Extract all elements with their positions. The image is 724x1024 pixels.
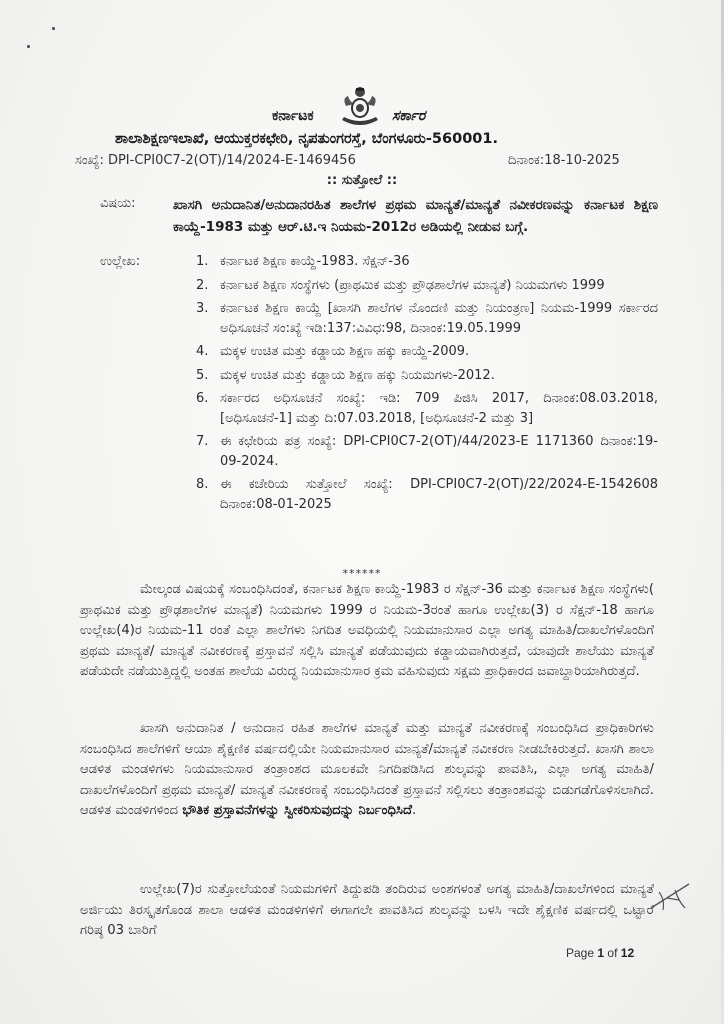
reference-text: ಕರ್ನಾಟಕ ಶಿಕ್ಷಣ ಕಾಯ್ದೆ [ಖಾಸಗಿ ಶಾಲೆಗಳ ನೊಂದಣಿ ಮತ್ತು ನಿಯಂತ್ರಣ] ನಿಯಮ-1999 ಸರ್ಕಾರದ ಅಧಿಸೂಚನೆ ಸಂ:ಖ್ಯೆ ಇಡಿ:137:ವಿವಿಧ:98, ದಿನಾಂಕ:19.05.1999	[220, 301, 658, 336]
reference-item	[196, 475, 658, 514]
department-address: ಶಾಲಾಶಿಕ್ಷಣಇಲಾಖೆ, ಆಯುಕ್ತರಕಛೇರಿ, ನೃಪತುಂಗರಸ್ತೆ, ಬೆಂಗಳೂರು-560001.	[115, 131, 498, 147]
reference-text: ಈ ಕಚೇರಿಯ ಸುತ್ತೋಲೆ ಸಂಖ್ಯೆ: DPI-CPI0C7-2(OT)/22/2024-E-1542608 ದಿನಾಂಕ:08-01-2025	[220, 477, 658, 512]
reference-number-label: 7.	[196, 434, 209, 449]
reference-text: ಕರ್ನಾಟಕ ಶಿಕ್ಷಣ ಕಾಯ್ದೆ-1983. ಸೆಕ್ಷನ್-36	[220, 254, 410, 269]
body-paragraph-3: ಉಲ್ಲೇಖ(7)ರ ಸುತ್ತೋಲೆಯಂತೆ ನಿಯಮಗಳಿಗೆ ತಿದ್ದುಪಡಿ ತಂದಿರುವ ಅಂಶಗಳಂತೆ ಅಗತ್ಯ ಮಾಹಿತಿ/ದಾಖಲೆಗಳಿಂದ ಮಾನ್ಯತೆ ಅರ್ಜಿಯು ತಿರಸ್ಕೃತಗೊಂಡ ಶಾಲಾ ಆಡಳಿತ ಮಂಡಳಿಗಳಿಗೆ ಈಗಾಗಲೇ ಪಾವತಿಸಿದ ಶುಲ್ಕವನ್ನು ಬಳಸಿ ಇದೇ ಶೈಕ್ಷಣಿಕ ವರ್ಷದಲ್ಲಿ ಒಟ್ಟಾರೆ ಗರಿಷ್ಠ 03 ಬಾರಿಗೆ	[80, 882, 654, 938]
paragraph-2-end: .	[412, 803, 417, 818]
reference-item	[196, 276, 658, 296]
total-pages: 12	[620, 946, 635, 960]
government-name-right: ಸರ್ಕಾರ	[392, 108, 426, 124]
reference-text: ಕರ್ನಾಟಕ ಶಿಕ್ಷಣ ಸಂಸ್ಥೆಗಳು (ಪ್ರಾಥಮಿಕ ಮತ್ತು ಪ್ರೌಢಶಾಲೆಗಳ ಮಾನ್ಯತೆ) ನಿಯಮಗಳು 1999	[220, 277, 605, 293]
reference-number-label: 4.	[196, 344, 209, 359]
body-paragraph-1: ಮೇಲ್ಕಂಡ ವಿಷಯಕ್ಕೆ ಸಂಬಂಧಿಸಿದಂತೆ, ಕರ್ನಾಟಕ ಶಿಕ್ಷಣ ಕಾಯ್ದೆ-1983 ರ ಸೆಕ್ಷನ್-36 ಮತ್ತು ಕರ್ನಾಟಕ ಶಿಕ್ಷಣ ಸಂಸ್ಥೆಗಳು( ಪ್ರಾಥಮಿಕ ಮತ್ತು ಪ್ರೌಢಶಾಲೆಗಳ ಮಾನ್ಯತೆ) ನಿಯಮಗಳು 1999 ರ ನಿಯಮ-3ರಂತೆ ಹಾಗೂ ಉಲ್ಲೇಖ(3) ರ ಸೆಕ್ಷನ್-18 ಹಾಗೂ ಉಲ್ಲೇಖ(4)ರ ನಿಯಮ-11 ರಂತೆ ಎಲ್ಲಾ ಶಾಲೆಗಳು ನಿಗದಿತ ಅವಧಿಯಲ್ಲಿ ನಿಯಮಾನುಸಾರ ಎಲ್ಲಾ ಅಗತ್ಯ ಮಾಹಿತಿ/ದಾಖಲೆಗಳೊಂದಿಗೆ ಪ್ರಥಮ ಮಾನ್ಯತೆ/ ಮಾನ್ಯತೆ ನವೀಕರಣಕ್ಕೆ ಪ್ರಸ್ತಾವನೆ ಸಲ್ಲಿಸಿ ಮಾನ್ಯತೆ ಪಡೆಯುವುದು ಕಡ್ಡಾಯವಾಗಿರುತ್ತದೆ, ಯಾವುದೇ ಶಾಲೆಯು ಮಾನ್ಯತೆ ಪಡೆಯದೇ ನಡೆಯುತ್ತಿದ್ದಲ್ಲಿ ಅಂತಹ ಶಾಲೆಯ ವಿರುದ್ಧ ನಿಯಮಾನುಸಾರ ಕ್ರಮ ವಹಿಸುವುದು ಸಕ್ಷಮ ಪ್ರಾಧಿಕಾರದ ಜವಾಬ್ದಾರಿಯಾಗಿರುತ್ತದೆ.	[80, 582, 654, 679]
page-number	[566, 946, 634, 960]
subject-label: ವಿಷಯ:	[100, 196, 136, 211]
reference-item	[196, 366, 658, 386]
reference-item	[196, 299, 658, 338]
reference-item	[196, 389, 658, 428]
body-paragraph-2	[80, 719, 654, 822]
scan-speck	[52, 27, 55, 30]
government-name-left: ಕರ್ನಾಟಕ	[272, 108, 314, 124]
reference-text: ಈ ಕಛೇರಿಯ ಪತ್ರ ಸಂಖ್ಯೆ: DPI-CPI0C7-2(OT)/44/2023-E 1171360 ದಿನಾಂಕ:19-09-2024.	[220, 434, 658, 469]
reference-text: ಮಕ್ಕಳ ಉಚಿತ ಮತ್ತು ಕಡ್ಡಾಯ ಶಿಕ್ಷಣ ಹಕ್ಕು ಕಾಯ್ದೆ-2009.	[220, 344, 470, 359]
paragraph-2-emphasis: ಭೌತಿಕ ಪ್ರಸ್ತಾವನೆಗಳನ್ನು ಸ್ವೀಕರಿಸುವುದನ್ನು ನಿರ್ಬಂಧಿಸಿದೆ	[182, 803, 413, 818]
current-page: 1	[597, 946, 605, 960]
reference-number: ಸಂಖ್ಯೆ: DPI-CPI0C7-2(OT)/14/2024-E-1469456	[75, 153, 356, 168]
section-separator: ******	[342, 567, 382, 580]
reference-number-label: 6.	[196, 391, 209, 406]
scan-speck	[27, 45, 30, 48]
references-list	[196, 252, 658, 518]
reference-item	[196, 432, 658, 471]
government-emblem-icon	[338, 84, 382, 128]
reference-item	[196, 252, 658, 272]
document-date: ದಿನಾಂಕ:18-10-2025	[508, 153, 620, 168]
paragraph-2-text: ಖಾಸಗಿ ಅನುದಾನಿತ / ಅನುದಾನ ರಹಿತ ಶಾಲೆಗಳ ಮಾನ್ಯತೆ ಮತ್ತು ಮಾನ್ಯತೆ ನವೀಕರಣಕ್ಕೆ ಸಂಬಂಧಿಸಿದ ಪ್ರಾಧಿಕಾರಿಗಳು ಸಂಬಂಧಿಸಿದ ಶಾಲೆಗಳಿಗೆ ಆಯಾ ಶೈಕ್ಷಣಿಕ ವರ್ಷದಲ್ಲಿಯೇ ನಿಯಮಾನುಸಾರ ಮಾನ್ಯತೆ/ಮಾನ್ಯತೆ ನವೀಕರಣ ನೀಡಬೇಕಿರುತ್ತದೆ. ಖಾಸಗಿ ಶಾಲಾ ಆಡಳಿತ ಮಂಡಳಿಗಳು ನಿಯಮಾನುಸಾರ ತಂತ್ರಾಂಶದ ಮೂಲಕವೇ ನಿಗದಿಪಡಿಸಿದ ಶುಲ್ಕವನ್ನು ಪಾವತಿಸಿ, ಎಲ್ಲಾ ಅಗತ್ಯ ಮಾಹಿತಿ/ದಾಖಲೆಗಳೊಂದಿಗೆ ಪ್ರಥಮ ಮಾನ್ಯತೆ/ ಮಾನ್ಯತೆ ನವೀಕರಣಕ್ಕೆ ಸಂಬಂಧಿಸಿದಂತೆ ಪ್ರಸ್ತಾವನೆ ಸಲ್ಲಿಸಲು ತಂತ್ರಾಂಶವನ್ನು ಬಿಡುಗಡೆಗೊಳಿಸಲಾಗಿದೆ. ಆಡಳಿತ ಮಂಡಳಿಗಳಿಂದ	[80, 721, 654, 818]
page-of-label: of	[607, 946, 618, 960]
reference-number-label: 2.	[196, 277, 209, 293]
reference-text: ಸರ್ಕಾರದ ಅಧಿಸೂಚನೆ ಸಂಖ್ಯೆ: ಇಡಿ: 709 ಪಿಜಿಸಿ 2017, ದಿನಾಂಕ:08.03.2018, [ಅಧಿಸೂಚನೆ-1] ಮತ್ತು ದಿ:07.03.2018, [ಅಧಿಸೂಚನೆ-2 ಮತ್ತು 3]	[220, 391, 658, 426]
reference-number-label: 5.	[196, 367, 209, 383]
reference-number-label: 1.	[196, 254, 209, 269]
handwritten-initial-mark	[645, 878, 695, 916]
reference-number-label: 8.	[196, 477, 209, 492]
references-label: ಉಲ್ಲೇಖ:	[100, 254, 141, 269]
page-label: Page	[566, 946, 595, 960]
reference-text: ಮಕ್ಕಳ ಉಚಿತ ಮತ್ತು ಕಡ್ಡಾಯ ಶಿಕ್ಷಣ ಹಕ್ಕು ನಿಯಮಗಳು-2012.	[220, 367, 495, 383]
circular-title: :: ಸುತ್ತೋಲೆ ::	[326, 173, 398, 188]
subject-text: ಖಾಸಗಿ ಅನುದಾನಿತ/ಅನುದಾನರಹಿತ ಶಾಲೆಗಳ ಪ್ರಥಮ ಮಾನ್ಯತೆ/ಮಾನ್ಯತೆ ನವೀಕರಣವನ್ನು ಕರ್ನಾಟಕ ಶಿಕ್ಷಣ ಕಾಯ್ದೆ-1983 ಮತ್ತು ಆರ್.ಟಿ.ಇ ನಿಯಮ-2012ರ ಅಡಿಯಲ್ಲಿ ನೀಡುವ ಬಗ್ಗೆ.	[173, 197, 658, 235]
reference-item	[196, 342, 658, 362]
reference-number-label: 3.	[196, 301, 209, 316]
